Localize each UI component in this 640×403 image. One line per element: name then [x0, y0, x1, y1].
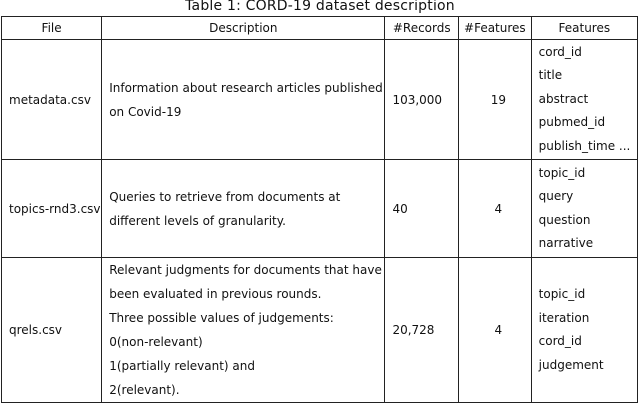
cell-file: qrels.csv	[2, 258, 102, 403]
cell-file: metadata.csv	[2, 40, 102, 160]
feature-item: abstract	[538, 91, 589, 106]
feature-item: query	[538, 189, 574, 203]
cell-file: topics-rnd3.csv	[2, 160, 102, 258]
feature-item: topic_id	[538, 165, 586, 180]
table-row	[2, 40, 638, 160]
description-line: Three possible values of judgements:	[109, 311, 334, 325]
dataset-table	[1, 16, 638, 403]
cell-records: 103,000	[385, 40, 459, 160]
header-features: Features	[531, 17, 637, 40]
header-file: File	[2, 17, 102, 40]
description-line: on Covid-19	[109, 104, 182, 119]
cell-features	[531, 160, 637, 258]
feature-item: cord_id	[538, 44, 582, 59]
description-line: Queries to retrieve from documents at	[109, 189, 341, 204]
feature-item: judgement	[538, 357, 604, 372]
cell-features	[531, 258, 637, 403]
table-row	[2, 258, 638, 403]
description-line: been evaluated in previous rounds.	[109, 287, 322, 301]
cell-records: 20,728	[385, 258, 459, 403]
header-records: #Records	[385, 17, 459, 40]
description-line: 0(non-relevant)	[109, 335, 203, 349]
cell-records: 40	[385, 160, 459, 258]
feature-item: question	[538, 212, 591, 227]
feature-item: topic_id	[538, 287, 586, 301]
description-line: Information about research articles published	[109, 80, 383, 95]
feature-item: publish_time ...	[538, 138, 631, 153]
cell-description	[102, 160, 385, 258]
feature-item: narrative	[538, 236, 594, 250]
table-caption: Table 1: CORD-19 dataset description	[185, 0, 455, 14]
feature-item: cord_id	[538, 334, 582, 348]
feature-item: title	[538, 68, 563, 83]
cell-features-count: 19	[459, 40, 532, 160]
table-row	[2, 160, 638, 258]
cell-features-count: 4	[459, 160, 532, 258]
cell-description	[102, 258, 385, 403]
header-description: Description	[102, 17, 385, 40]
description-line: 2(relevant).	[109, 383, 180, 397]
header-features-count: #Features	[459, 17, 532, 40]
description-line: 1(partially relevant) and	[109, 359, 256, 373]
feature-item: pubmed_id	[538, 115, 606, 130]
description-line: different levels of granularity.	[109, 213, 286, 228]
description-line: Relevant judgments for documents that have	[109, 263, 382, 277]
cell-description	[102, 40, 385, 160]
cell-features-count: 4	[459, 258, 532, 403]
table-header-row	[2, 17, 638, 40]
cell-features	[531, 40, 637, 160]
feature-item: iteration	[538, 310, 590, 325]
